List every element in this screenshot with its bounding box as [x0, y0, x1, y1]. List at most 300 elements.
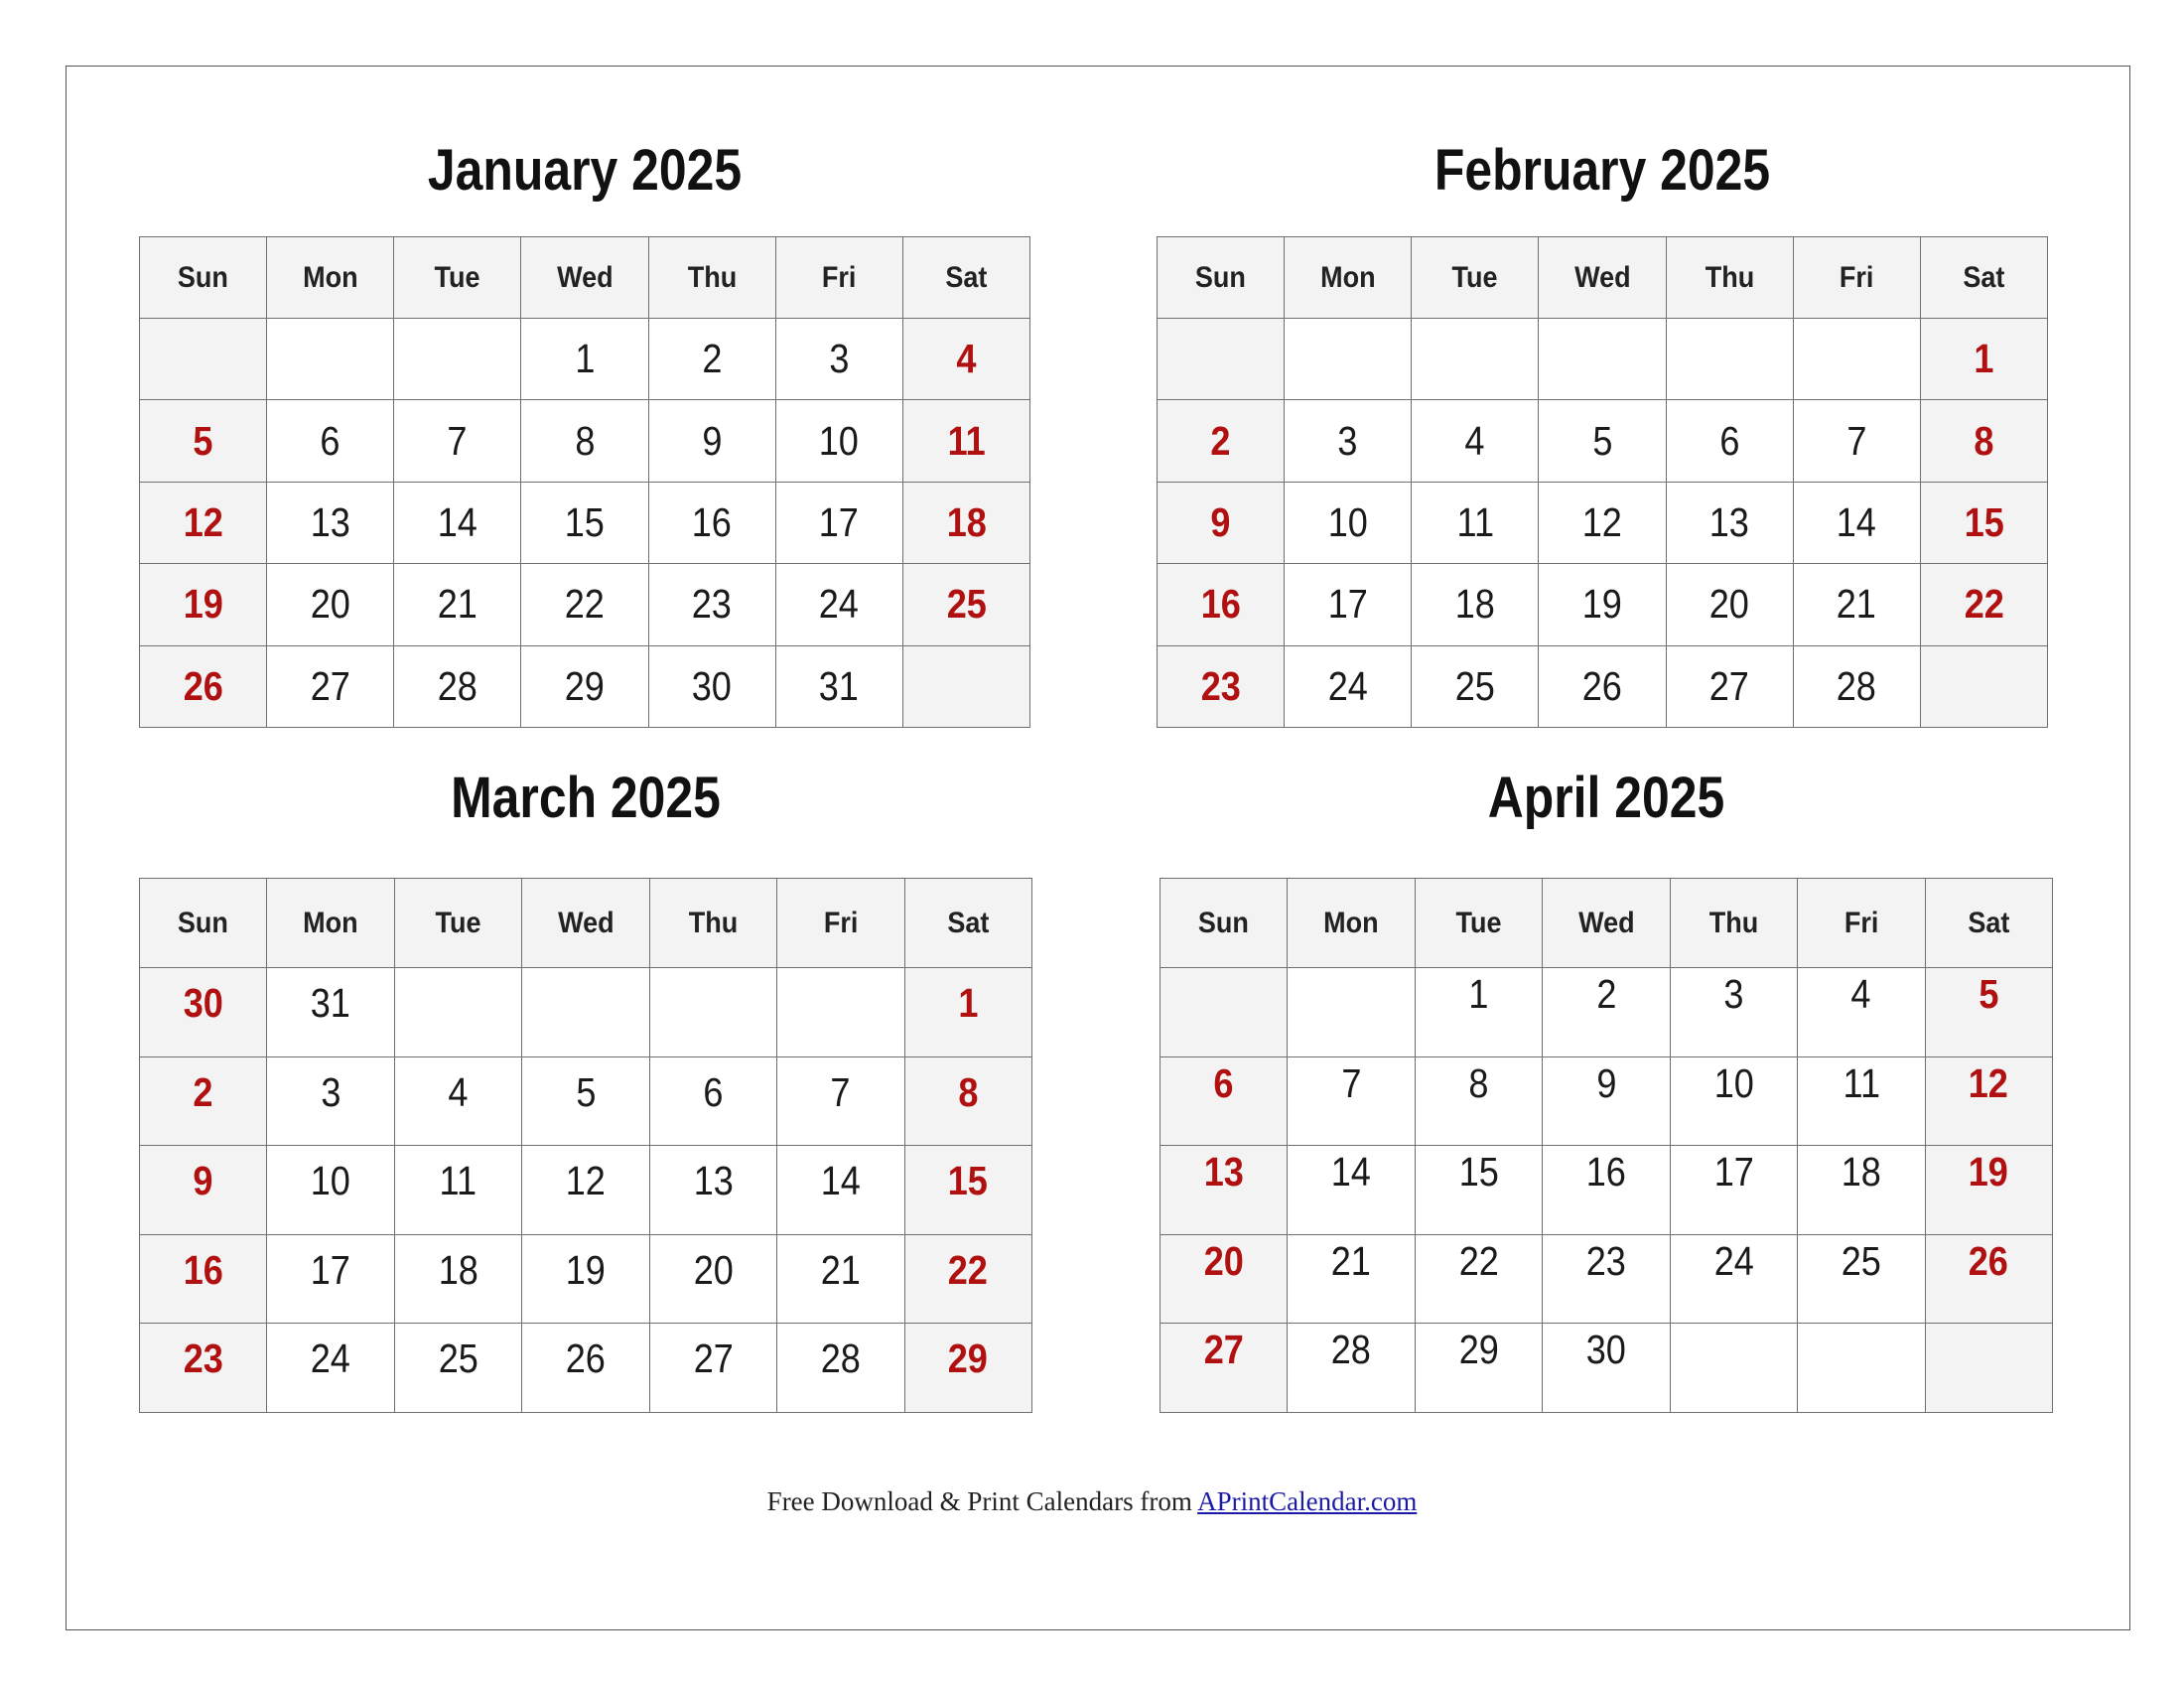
day-number: 31 [819, 662, 860, 709]
weekday-header [394, 237, 521, 319]
day-cell [1670, 1146, 1797, 1235]
day-cell [904, 1324, 1031, 1413]
weekday-header-label: Tue [434, 260, 480, 294]
calendar-grid [1160, 878, 2053, 1413]
weekday-header [1793, 237, 1920, 319]
day-cell [1920, 645, 2047, 727]
day-cell [1925, 1324, 2052, 1413]
day-number: 28 [820, 1336, 861, 1382]
weekday-header-label: Sat [947, 906, 990, 939]
day-cell [777, 1234, 904, 1324]
day-cell [904, 1146, 1031, 1235]
weekday-header [1285, 237, 1412, 319]
day-number: 10 [1713, 1059, 1754, 1106]
day-cell [1539, 400, 1666, 482]
day-number: 23 [692, 581, 733, 628]
week-row [1160, 968, 2053, 1057]
weekday-header-label: Mon [1319, 260, 1376, 294]
day-cell [1798, 1324, 1925, 1413]
day-cell [140, 1324, 267, 1413]
day-number: 26 [183, 662, 223, 709]
day-cell [777, 968, 904, 1057]
weekday-header-label: Mon [302, 260, 358, 294]
week-row [140, 400, 1030, 482]
day-cell [648, 319, 775, 400]
week-row [140, 1234, 1032, 1324]
week-row [140, 482, 1030, 563]
day-number: 13 [310, 498, 350, 545]
day-number: 29 [1458, 1327, 1499, 1373]
day-number: 25 [946, 581, 987, 628]
day-cell [1798, 968, 1925, 1057]
day-cell [649, 1056, 776, 1146]
day-number: 3 [1337, 417, 1358, 464]
day-cell [1666, 482, 1793, 563]
weekday-header-row [140, 237, 1030, 319]
week-row [140, 1146, 1032, 1235]
day-number: 16 [1200, 581, 1241, 628]
day-number: 4 [1850, 971, 1871, 1017]
week-row [1160, 1146, 2053, 1235]
day-cell [1288, 1324, 1415, 1413]
day-number: 25 [1841, 1237, 1881, 1284]
day-cell [1288, 1146, 1415, 1235]
day-number: 1 [1974, 336, 1994, 382]
day-cell [1288, 1234, 1415, 1324]
day-cell [902, 482, 1029, 563]
day-cell [1158, 400, 1285, 482]
day-number: 12 [565, 1158, 607, 1204]
weekday-header-label: Fri [1843, 906, 1879, 939]
week-row [1158, 645, 2048, 727]
week-row [140, 968, 1032, 1057]
day-number: 22 [948, 1246, 989, 1293]
day-number: 4 [448, 1068, 469, 1115]
day-number: 1 [574, 336, 596, 382]
day-cell [1666, 645, 1793, 727]
footer-text: Free Download & Print Calendars from [766, 1486, 1198, 1516]
day-number: 14 [437, 498, 478, 545]
month-title: March 2025 [451, 766, 721, 830]
month-title: April 2025 [1487, 766, 1725, 830]
day-cell [1412, 319, 1539, 400]
day-cell [649, 968, 776, 1057]
day-number: 30 [183, 980, 223, 1026]
day-number: 11 [1456, 498, 1494, 545]
day-number: 16 [183, 1246, 223, 1293]
day-number: 21 [437, 581, 478, 628]
day-cell [1160, 1324, 1288, 1413]
weekday-header [777, 879, 904, 968]
day-cell [1798, 1234, 1925, 1324]
weekday-header [1158, 237, 1285, 319]
day-number: 9 [1595, 1059, 1617, 1106]
day-number: 6 [320, 417, 341, 464]
day-cell [522, 1324, 649, 1413]
day-number: 9 [702, 417, 723, 464]
weekday-header-label: Thu [688, 906, 739, 939]
calendar-grid [139, 236, 1030, 728]
day-cell [1793, 482, 1920, 563]
week-row [1160, 1234, 2053, 1324]
day-cell [777, 1056, 904, 1146]
day-cell [649, 1146, 776, 1235]
weekday-header [1920, 237, 2047, 319]
day-cell [1543, 968, 1670, 1057]
day-cell [1920, 319, 2047, 400]
day-number: 5 [575, 1068, 597, 1115]
day-cell [1670, 1056, 1797, 1146]
weekday-header-label: Sun [1195, 260, 1247, 294]
day-cell [1412, 564, 1539, 645]
day-number: 29 [948, 1336, 989, 1382]
day-number: 19 [565, 1246, 607, 1293]
day-cell [522, 968, 649, 1057]
day-cell [140, 564, 267, 645]
day-number: 23 [1200, 662, 1241, 709]
day-number: 13 [1203, 1149, 1244, 1196]
day-cell [267, 1056, 394, 1146]
day-number: 28 [437, 662, 478, 709]
day-cell [394, 564, 521, 645]
day-number: 31 [311, 980, 351, 1026]
day-cell [649, 1234, 776, 1324]
day-cell [1285, 400, 1412, 482]
day-number: 20 [1203, 1237, 1244, 1284]
day-number: 11 [439, 1158, 478, 1204]
day-cell [1925, 968, 2052, 1057]
weekday-header [649, 879, 776, 968]
footer-link[interactable]: APrintCalendar.com [1197, 1486, 1418, 1516]
day-number: 10 [1327, 498, 1368, 545]
week-row [140, 645, 1030, 727]
day-number: 3 [829, 336, 850, 382]
day-cell [1160, 1146, 1288, 1235]
day-number: 17 [1713, 1149, 1754, 1196]
weekday-header-label: Wed [557, 906, 614, 939]
weekday-header-label: Wed [556, 260, 614, 294]
day-cell [140, 1056, 267, 1146]
day-cell [1793, 564, 1920, 645]
day-cell [1285, 482, 1412, 563]
day-cell [1412, 400, 1539, 482]
weekday-header-label: Fri [1840, 260, 1874, 294]
weekday-header [394, 879, 521, 968]
day-number: 9 [193, 1158, 213, 1204]
day-cell [1798, 1056, 1925, 1146]
weekday-header-row [1158, 237, 2048, 319]
day-cell [648, 564, 775, 645]
day-number: 6 [703, 1068, 724, 1115]
weekday-header-label: Fri [823, 906, 859, 939]
day-cell [267, 1146, 394, 1235]
day-number: 6 [1213, 1059, 1234, 1106]
day-number: 7 [1341, 1059, 1362, 1106]
day-number: 26 [565, 1336, 607, 1382]
month-title: February 2025 [1433, 138, 1771, 203]
weekday-header [140, 879, 267, 968]
day-number: 24 [1713, 1237, 1754, 1284]
day-cell [1670, 968, 1797, 1057]
weekday-header-label: Sun [178, 906, 229, 939]
day-cell [521, 482, 648, 563]
day-number: 15 [1964, 498, 2004, 545]
day-cell [902, 319, 1029, 400]
day-cell [1415, 1324, 1542, 1413]
day-number: 12 [183, 498, 223, 545]
day-number: 24 [311, 1336, 351, 1382]
day-number: 5 [193, 417, 213, 464]
day-cell [394, 482, 521, 563]
day-number: 12 [1969, 1059, 2009, 1106]
day-cell [904, 1056, 1031, 1146]
day-cell [394, 1234, 521, 1324]
weekday-header-label: Tue [1451, 260, 1498, 294]
day-cell [267, 319, 394, 400]
day-cell [1666, 400, 1793, 482]
week-row [140, 1056, 1032, 1146]
calendar-grid [139, 878, 1032, 1413]
weekday-header-label: Mon [1323, 906, 1379, 939]
day-number: 11 [947, 417, 986, 464]
day-number: 26 [1969, 1237, 2009, 1284]
weekday-header [1798, 879, 1925, 968]
day-number: 21 [820, 1246, 861, 1293]
day-number: 27 [693, 1336, 734, 1382]
weekday-header [648, 237, 775, 319]
day-cell [394, 968, 521, 1057]
weekday-header-label: Thu [687, 260, 737, 294]
day-cell [1285, 564, 1412, 645]
day-cell [1543, 1324, 1670, 1413]
day-cell [140, 1146, 267, 1235]
day-cell [1670, 1234, 1797, 1324]
weekday-header-label: Sat [1968, 906, 2010, 939]
week-row [1158, 482, 2048, 563]
day-number: 26 [1581, 662, 1623, 709]
day-cell [1798, 1146, 1925, 1235]
day-cell [775, 400, 902, 482]
day-cell [140, 645, 267, 727]
day-cell [394, 645, 521, 727]
week-row [140, 319, 1030, 400]
day-number: 8 [574, 417, 596, 464]
day-number: 10 [311, 1158, 351, 1204]
day-cell [1415, 1146, 1542, 1235]
day-number: 28 [1837, 662, 1877, 709]
weekday-header-label: Thu [1708, 906, 1759, 939]
day-number: 18 [438, 1246, 478, 1293]
day-cell [522, 1056, 649, 1146]
day-number: 13 [1709, 498, 1750, 545]
day-cell [1160, 1056, 1288, 1146]
day-number: 14 [1331, 1149, 1372, 1196]
day-cell [902, 564, 1029, 645]
day-number: 21 [1837, 581, 1877, 628]
day-cell [1412, 645, 1539, 727]
day-cell [775, 482, 902, 563]
day-cell [902, 645, 1029, 727]
day-cell [1920, 564, 2047, 645]
day-cell [777, 1324, 904, 1413]
weekday-header-row [1160, 879, 2053, 968]
weekday-header [522, 879, 649, 968]
day-number: 25 [438, 1336, 478, 1382]
weekday-header [1543, 879, 1670, 968]
week-row [140, 1324, 1032, 1413]
day-number: 1 [1468, 971, 1489, 1017]
day-cell [394, 319, 521, 400]
weekday-header [1415, 879, 1542, 968]
day-number: 7 [830, 1068, 851, 1115]
day-number: 19 [1581, 581, 1623, 628]
day-number: 25 [1454, 662, 1495, 709]
weekday-header-label: Sun [178, 260, 229, 294]
day-number: 20 [310, 581, 350, 628]
week-row [1158, 400, 2048, 482]
day-cell [394, 400, 521, 482]
weekday-header [1925, 879, 2052, 968]
day-cell [1288, 1056, 1415, 1146]
day-cell [140, 400, 267, 482]
day-number: 14 [820, 1158, 861, 1204]
weekday-header [140, 237, 267, 319]
day-number: 27 [310, 662, 350, 709]
day-cell [1158, 482, 1285, 563]
day-cell [1925, 1056, 2052, 1146]
day-cell [1160, 1234, 1288, 1324]
day-number: 24 [819, 581, 860, 628]
weekday-header [1160, 879, 1288, 968]
weekday-header [1666, 237, 1793, 319]
day-number: 3 [1723, 971, 1744, 1017]
day-number: 29 [564, 662, 606, 709]
day-cell [522, 1234, 649, 1324]
day-number: 2 [193, 1068, 213, 1115]
day-cell [1539, 564, 1666, 645]
day-cell [648, 400, 775, 482]
day-cell [1666, 564, 1793, 645]
day-cell [775, 564, 902, 645]
day-number: 11 [1843, 1059, 1880, 1106]
weekday-header [904, 879, 1031, 968]
weekday-header [1670, 879, 1797, 968]
day-number: 27 [1709, 662, 1750, 709]
day-number: 8 [1468, 1059, 1489, 1106]
weekday-header-label: Wed [1573, 260, 1631, 294]
day-cell [394, 1056, 521, 1146]
day-number: 12 [1581, 498, 1623, 545]
day-number: 18 [946, 498, 987, 545]
day-cell [1288, 968, 1415, 1057]
day-cell [1925, 1234, 2052, 1324]
day-number: 28 [1331, 1327, 1372, 1373]
day-cell [1285, 645, 1412, 727]
day-cell [394, 1146, 521, 1235]
day-number: 16 [1585, 1149, 1627, 1196]
day-cell [267, 564, 394, 645]
weekday-header [521, 237, 648, 319]
week-row [1158, 564, 2048, 645]
weekday-header [902, 237, 1029, 319]
weekday-header [1539, 237, 1666, 319]
day-number: 22 [564, 581, 606, 628]
month-title: January 2025 [427, 138, 743, 203]
day-number: 2 [1595, 971, 1617, 1017]
day-cell [1412, 482, 1539, 563]
day-cell [1925, 1146, 2052, 1235]
day-number: 21 [1331, 1237, 1372, 1284]
day-cell [1160, 968, 1288, 1057]
day-number: 7 [1846, 417, 1867, 464]
day-number: 14 [1837, 498, 1877, 545]
weekday-header-label: Tue [1455, 906, 1502, 939]
day-cell [267, 968, 394, 1057]
weekday-header [267, 879, 394, 968]
day-number: 20 [693, 1246, 734, 1293]
day-number: 1 [958, 980, 979, 1026]
day-cell [1793, 319, 1920, 400]
day-cell [1285, 319, 1412, 400]
day-number: 3 [321, 1068, 341, 1115]
day-cell [1158, 645, 1285, 727]
day-cell [1920, 400, 2047, 482]
day-cell [521, 564, 648, 645]
day-cell [1158, 564, 1285, 645]
day-cell [1539, 319, 1666, 400]
day-cell [394, 1324, 521, 1413]
footer [0, 1486, 2184, 1517]
day-number: 4 [1464, 417, 1485, 464]
day-number: 4 [956, 336, 977, 382]
day-cell [267, 1324, 394, 1413]
day-cell [521, 400, 648, 482]
day-cell [140, 968, 267, 1057]
weekday-header-label: Thu [1705, 260, 1754, 294]
weekday-header [267, 237, 394, 319]
day-number: 23 [1585, 1237, 1627, 1284]
day-number: 18 [1454, 581, 1495, 628]
day-number: 8 [958, 1068, 979, 1115]
day-cell [904, 1234, 1031, 1324]
day-number: 13 [693, 1158, 734, 1204]
day-cell [522, 1146, 649, 1235]
day-cell [1415, 1056, 1542, 1146]
day-number: 30 [1585, 1327, 1627, 1373]
day-number: 17 [311, 1246, 351, 1293]
day-number: 10 [819, 417, 860, 464]
day-number: 18 [1841, 1149, 1881, 1196]
day-cell [775, 319, 902, 400]
calendar-grid [1157, 236, 2048, 728]
day-number: 19 [183, 581, 223, 628]
day-number: 17 [819, 498, 860, 545]
weekday-header-label: Wed [1577, 906, 1635, 939]
day-cell [1543, 1146, 1670, 1235]
day-cell [1539, 482, 1666, 563]
day-cell [1793, 400, 1920, 482]
week-row [140, 564, 1030, 645]
weekday-header-row [140, 879, 1032, 968]
weekday-header [1412, 237, 1539, 319]
day-number: 27 [1203, 1327, 1244, 1373]
day-cell [904, 968, 1031, 1057]
day-cell [1793, 645, 1920, 727]
day-cell [1415, 968, 1542, 1057]
day-number: 19 [1969, 1149, 2009, 1196]
day-cell [649, 1324, 776, 1413]
day-number: 2 [1210, 417, 1231, 464]
